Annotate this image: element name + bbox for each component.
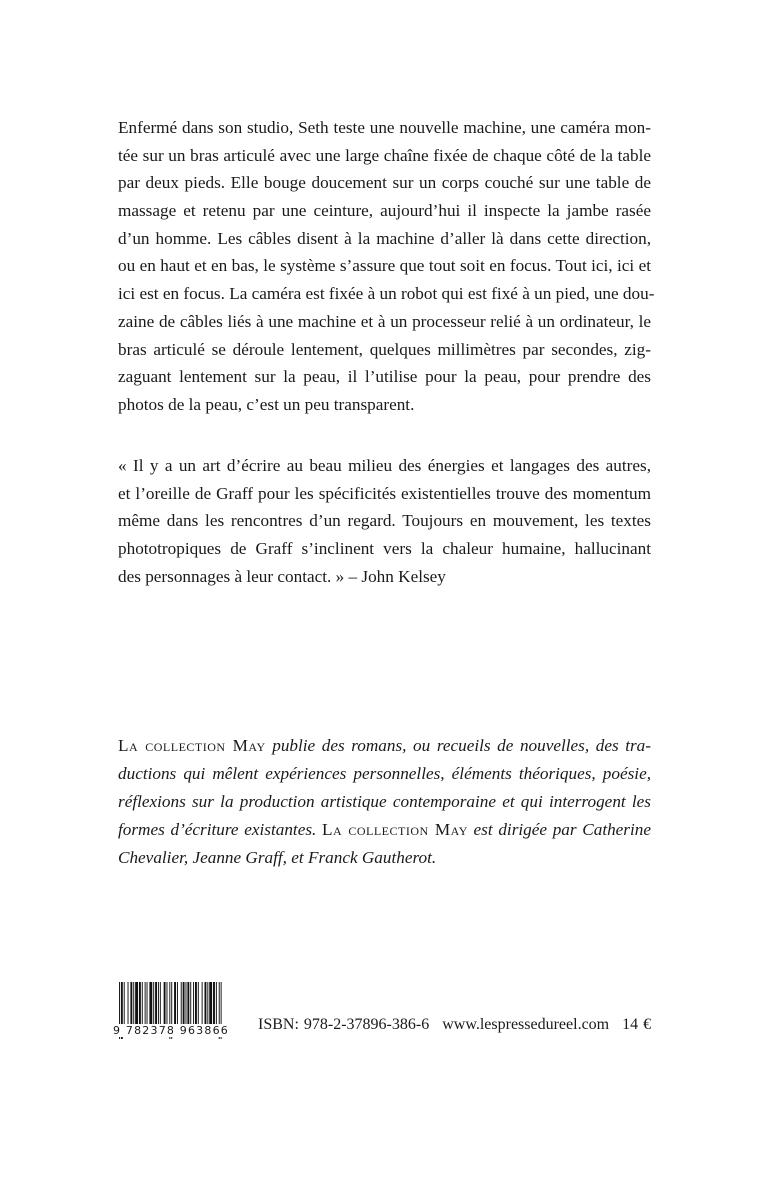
footer: [258, 1016, 659, 1034]
excerpt-line: par deux pieds. Elle bouge doucement sur un corps couché sur une table de: [118, 173, 651, 193]
quote-line: « Il y a un art d’écrire au beau milieu des énergies et langages des autres,: [118, 456, 651, 475]
collection-text: est dirigée par Catherine: [467, 820, 651, 839]
barcode-digits: 9 782378 963866: [113, 1024, 229, 1037]
quote-paragraph: [118, 452, 651, 590]
collection-text: réflexions sur la production artistique contemporaine et qui interrogent les: [118, 792, 651, 811]
excerpt-line: bras articulé se déroule lentement, quelques millimètres par secondes, zig-: [118, 339, 651, 359]
quote-line: même dans les rencontres d’un regard. Toujours en mouvement, les textes: [118, 511, 651, 531]
price: 14 €: [622, 1016, 652, 1033]
excerpt-line: zaine de câbles liés à une machine et à un processeur relié à un ordinateur, le: [118, 311, 651, 331]
quote-line: des personnages à leur contact. » – John Kelsey: [118, 566, 446, 586]
excerpt-line: tée sur un bras articulé avec une large chaîne fixée de chaque côté de la table: [118, 145, 651, 165]
excerpt-line: zaguant lentement sur la peau, il l’utilise pour la peau, pour prendre des: [118, 367, 651, 387]
quote-line: phototropiques de Graff s’inclinent vers la chaleur humaine, hallucinant: [118, 539, 651, 559]
excerpt-line: Enfermé dans son studio, Seth teste une nouvelle machine, une caméra mon-: [118, 118, 651, 137]
isbn: ISBN: 978-2-37896-386-6: [258, 1016, 430, 1033]
collection-text: formes d’écriture existantes.: [118, 820, 322, 839]
collection-text: ductions qui mêlent expériences personnelles, éléments théoriques, poésie,: [118, 764, 651, 783]
website-link[interactable]: www.lespressedureel.com: [442, 1016, 610, 1033]
excerpt-line: d’un homme. Les câbles disent à la machine d’aller là dans cette direction,: [118, 228, 651, 248]
excerpt-paragraph: [118, 114, 655, 419]
collection-paragraph: [118, 732, 651, 872]
quote-line: et l’oreille de Graff pour les spécificités existentielles trouve des momentum: [118, 483, 651, 503]
collection-name: La collection May: [118, 736, 266, 755]
collection-name: La collection May: [322, 820, 468, 839]
collection-text: Chevalier, Jeanne Graff, et Franck Gautherot.: [118, 848, 437, 867]
excerpt-line: ou en haut et en bas, le système s’assure que tout soit en focus. Tout ici, ici et: [118, 256, 651, 276]
excerpt-line: photos de la peau, c’est un peu transparent.: [118, 394, 415, 414]
excerpt-line: massage et retenu par une ceinture, aujourd’hui il inspecte la jambe rasée: [118, 201, 651, 221]
excerpt-line: ici est en focus. La caméra est fixée à un robot qui est fixé à un pied, une dou-: [118, 284, 655, 304]
collection-text: publie des romans, ou recueils de nouvelles, des tra-: [265, 736, 651, 755]
